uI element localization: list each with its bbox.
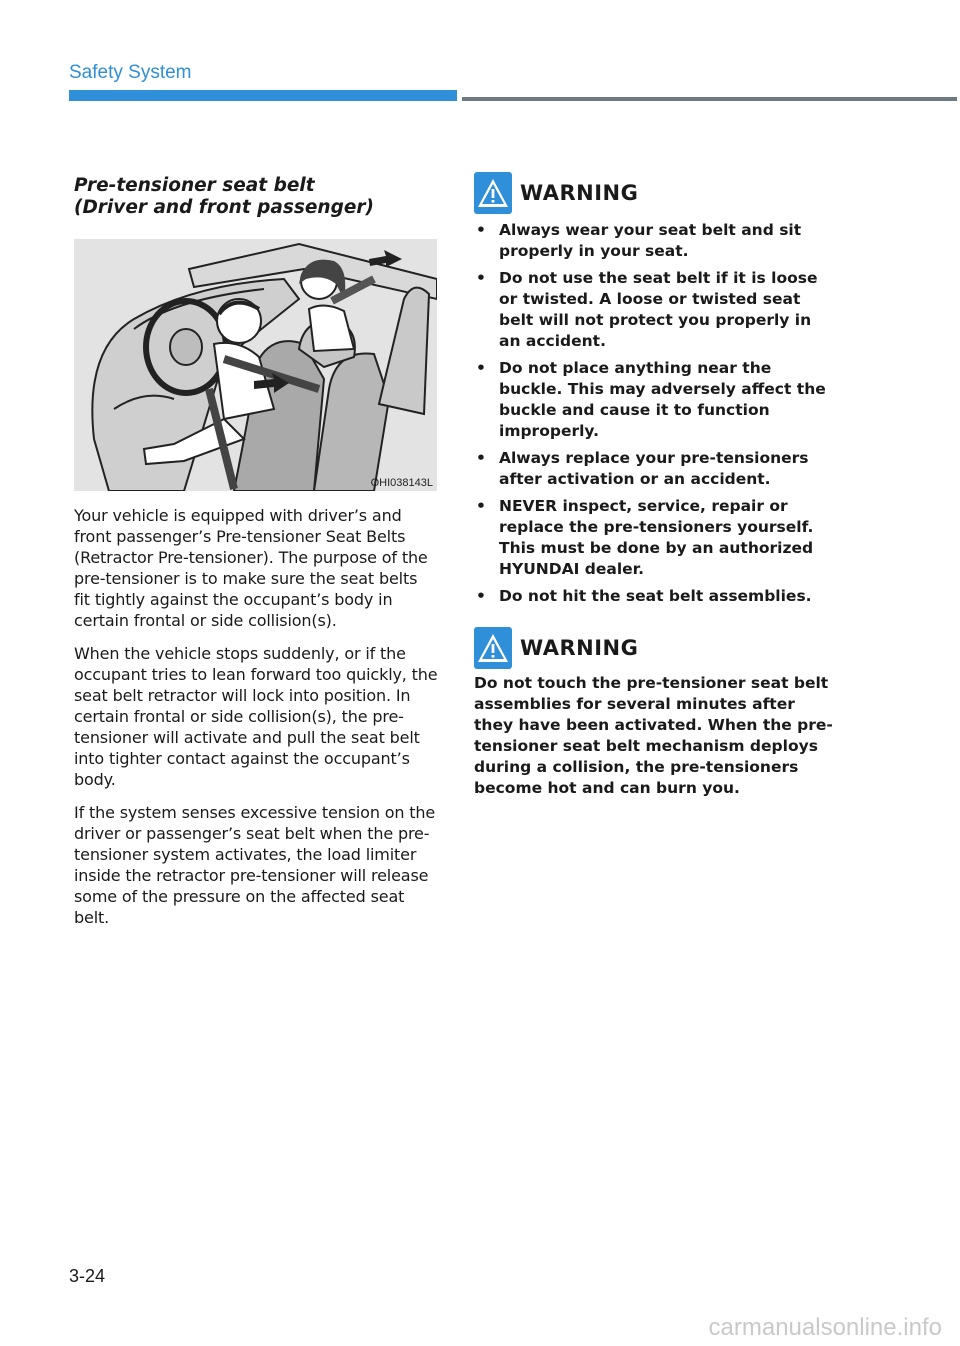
list-item — [474, 220, 834, 262]
warning-triangle-icon — [474, 627, 512, 669]
paragraph-3: If the system senses excessive tension on the driver or passenger’s seat belt when the pre-tensioner system activates, the load limiter inside the retractor pre-tensioner will release some of the pressure on the affected seat belt. — [74, 803, 436, 927]
warning-block-2 — [474, 627, 834, 799]
bullet-icon: • — [476, 449, 486, 467]
list-item — [474, 586, 834, 607]
warning-title-2: WARNING — [520, 636, 639, 660]
list-item-text: Always replace your pre-tensioners after activation or an accident. — [499, 449, 809, 488]
left-column — [74, 175, 438, 928]
heading-line-2: (Driver and front passenger) — [74, 197, 374, 218]
warning-text-2: Do not touch the pre-tensioner seat belt assemblies for several minutes after they have been activated. When the pre-tensioner seat belt mechanism deploys during a collision, the pre-tensioners become hot and can burn you. — [474, 674, 833, 797]
section-heading — [74, 175, 438, 219]
warning-title-1: WARNING — [520, 181, 639, 205]
header-rule-grey — [462, 97, 957, 101]
paragraph-2: When the vehicle stops suddenly, or if the occupant tries to lean forward too quickly, the seat belt retractor will lock into position. In certain frontal or side collision(s), the pre-tensioner will activate and pull the seat belt into tighter contact against the occupant’s body. — [74, 644, 438, 789]
bullet-icon: • — [476, 587, 486, 605]
warning-header-1 — [474, 172, 834, 214]
warning-header-2 — [474, 627, 834, 669]
list-item-text: Always wear your seat belt and sit properly in your seat. — [499, 221, 802, 260]
list-item-text: Do not place anything near the buckle. This may adversely affect the buckle and cause it to function improperly. — [499, 359, 826, 440]
bullet-icon: • — [476, 359, 486, 377]
list-item-text: NEVER inspect, service, repair or replace the pre-tensioners yourself. This must be done by an authorized HYUNDAI dealer. — [499, 497, 814, 578]
header-rule-blue — [69, 90, 457, 101]
car-interior-drawing — [74, 239, 437, 491]
bullet-icon: • — [476, 269, 486, 287]
list-item — [474, 496, 834, 580]
warning-block-1 — [474, 172, 834, 607]
figure-code: OHI038143L — [370, 477, 433, 489]
warning-list — [474, 220, 834, 607]
list-item — [474, 268, 834, 352]
list-item-text: Do not hit the seat belt assemblies. — [499, 587, 812, 605]
pretensioner-illustration — [74, 239, 437, 491]
list-item-text: Do not use the seat belt if it is loose or twisted. A loose or twisted seat belt will not protect you properly in an accident. — [499, 269, 818, 350]
paragraph-1: Your vehicle is equipped with driver’s and front passenger’s Pre-tensioner Seat Belts (Retractor Pre-tensioner). The purpose of the pre-tensioner is to make sure the seat belts fit tightly against the occupant’s body in certain frontal or side collision(s). — [74, 506, 428, 630]
right-column — [474, 172, 834, 799]
heading-line-1: Pre-tensioner seat belt — [74, 175, 315, 196]
list-item — [474, 448, 834, 490]
warning-triangle-icon — [474, 172, 512, 214]
page-number: 3-24 — [69, 1266, 106, 1286]
bullet-icon: • — [476, 221, 486, 239]
watermark: carmanualsonline.info — [708, 1314, 942, 1341]
section-label: Safety System — [69, 62, 192, 83]
list-item — [474, 358, 834, 442]
bullet-icon: • — [476, 497, 486, 515]
